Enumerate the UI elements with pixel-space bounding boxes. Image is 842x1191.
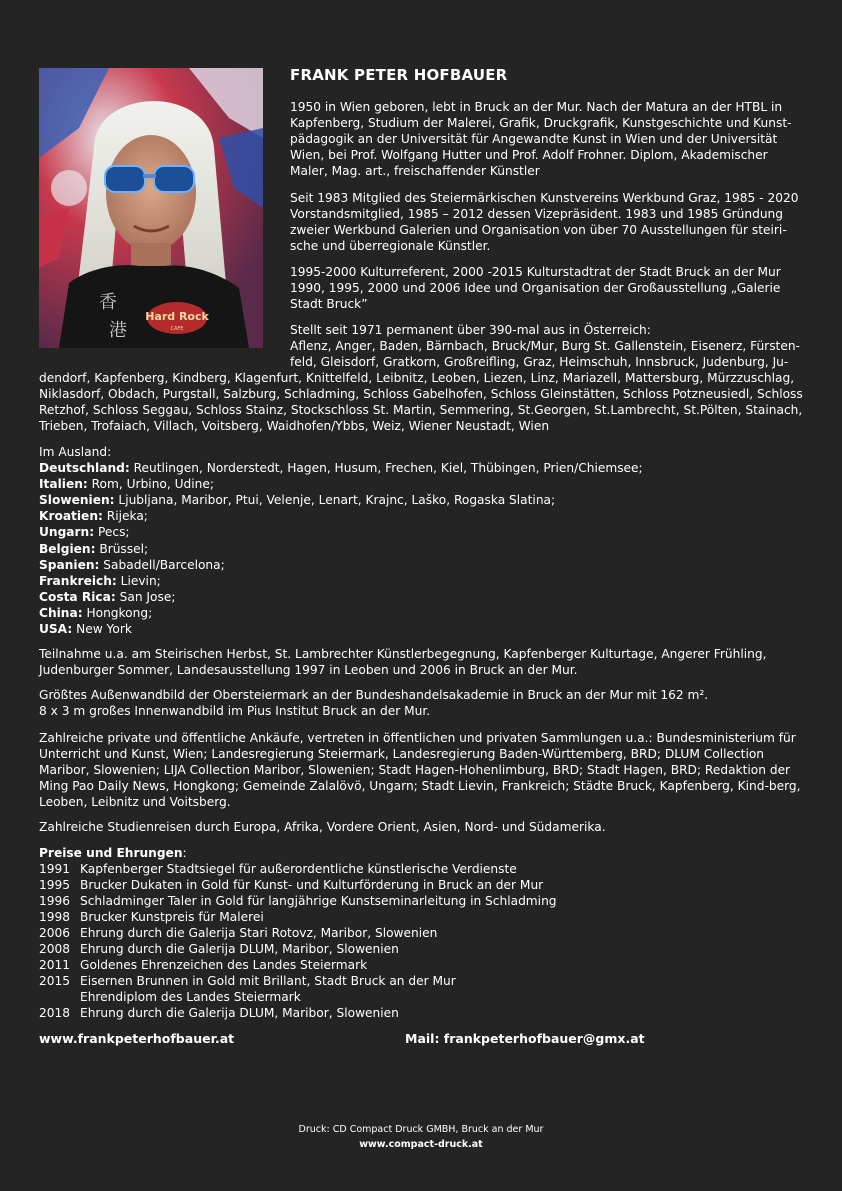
abroad-country-places: Rom, Urbino, Udine; [87, 477, 214, 492]
werkbund-paragraph: Seit 1983 Mitglied des Steiermärkischen Kunstvereins Werkbund Graz, 1985 - 2020 Vorstandsmitglied, 1985 – 2012 dessen Vizepräsident. 1983 und 1985 Gründung zweier Werkbund Galerien und Organisation von über 70 Ausstellungen für steiri-sche und überregionale Künstler. [290, 191, 799, 254]
award-row [39, 1005, 805, 1021]
bio-paragraph: 1950 in Wien geboren, lebt in Bruck an der Mur. Nach der Matura an der HTBL in Kapfenberg, Studium der Malerei, Grafik, Druckgrafik, Kunstgeschichte und Kunst-pädagogik an der Universität für Angewandte Kunst in Wien und der Universität Wien, bei Prof. Wolfgang Hutter und Prof. Adolf Frohner. Diplom, Akademischer Maler, Mag. art., freischaffender Künstler [290, 100, 792, 179]
abroad-country-name: Belgien: [39, 541, 96, 556]
abroad-country-name: Italien: [39, 477, 88, 492]
award-text: Ehrung durch die Galerija DLUM, Maribor, Slowenien [80, 942, 399, 957]
award-row [39, 861, 805, 877]
award-text: Ehrung durch die Galerija DLUM, Maribor, Slowenien [80, 1006, 399, 1021]
abroad-country-name: Spanien: [39, 557, 100, 572]
abroad-country-places: Sabadell/Barcelona; [99, 557, 225, 572]
svg-text:香: 香 [99, 292, 117, 313]
abroad-country-line [39, 541, 805, 557]
mural-outdoor-text: Größtes Außenwandbild der Obersteiermark an der Bundeshandelsakademie in Bruck an der Mur mit 162 m². [39, 688, 709, 702]
award-text: Ehrendiplom des Landes Steiermark [80, 990, 301, 1005]
shirt-logo-text: Hard Rock [145, 310, 209, 323]
abroad-country-places: Reutlingen, Norderstedt, Hagen, Husum, Frechen, Kiel, Thübingen, Prien/Chiemsee; [129, 461, 643, 476]
abroad-country-line [39, 557, 805, 573]
award-year: 2011 [39, 958, 71, 973]
printer-credit: Druck: CD Compact Druck GMBH, Bruck an der Mur [298, 1124, 544, 1135]
abroad-country-name: Kroatien: [39, 509, 103, 524]
abroad-section [39, 444, 805, 637]
abroad-country-places: Pecs; [94, 525, 130, 540]
exhibitions-intro: Stellt seit 1971 permanent über 390-mal aus in Österreich: [290, 323, 651, 337]
award-year: 1996 [39, 894, 71, 909]
abroad-country-line [39, 573, 805, 589]
award-year: 1998 [39, 910, 71, 925]
abroad-country-line [39, 524, 805, 540]
award-row [39, 925, 805, 941]
abroad-country-line [39, 492, 805, 508]
abroad-country-places: Lievin; [116, 573, 161, 588]
abroad-country-name: Frankreich: [39, 573, 117, 588]
award-row [39, 957, 805, 973]
abroad-country-places: New York [72, 622, 132, 637]
award-text: Brucker Kunstpreis für Malerei [80, 910, 264, 925]
participation-paragraph: Teilnahme u.a. am Steirischen Herbst, St. Lambrechter Künstlerbegegnung, Kapfenberger Kulturtage, Angerer Frühling, Judenburger Sommer, Landesausstellung 1997 in Leoben und 2006 in Bruck an der Mur. [39, 647, 767, 678]
award-text: Goldenes Ehrenzeichen des Landes Steiermark [80, 958, 368, 973]
awards-section [39, 845, 805, 1021]
abroad-country-name: Costa Rica: [39, 589, 116, 604]
abroad-country-places: Brüssel; [95, 541, 149, 556]
mail-link[interactable]: Mail: frankpeterhofbauer@gmx.at [405, 1031, 645, 1046]
award-row [39, 893, 805, 909]
award-row [39, 989, 805, 1005]
award-text: Brucker Dukaten in Gold für Kunst- und Kulturförderung in Bruck an der Mur [80, 878, 544, 893]
awards-heading-label: Preise und Ehrungen [39, 846, 183, 860]
abroad-country-line [39, 508, 805, 524]
collections-paragraph: Zahlreiche private und öffentliche Ankäufe, vertreten in öffentlichen und privaten Sammlungen u.a.: Bundesministerium für Unterricht und Kunst, Wien; Landesregierung Steiermark, Landesregierung Baden-Württemberg, BRD; DLUM Collection Maribor, Slowenien; LIJA Collection Maribor, Slowenien; Stadt Hagen-Hohenlimburg, BRD; Stadt Hagen, BRD; Redaktion der Ming Pao Daily News, Hongkong; Gemeinde Zalalövö, Ungarn; Stadt Lievin, Frankreich; Städte Bruck, Kapfenberg, Kind-berg, Leoben, Leibnitz und Voitsberg. [39, 731, 801, 810]
awards-list [39, 861, 805, 1021]
kultur-paragraph: 1995-2000 Kulturreferent, 2000 -2015 Kulturstadtrat der Stadt Bruck an der Mur 1990, 1995, 2000 und 2006 Idee und Organisation der Großausstellung „Galerie Stadt Bruck” [290, 265, 781, 312]
award-year: 2008 [39, 942, 71, 957]
shirt-logo-subtext: CAFE [170, 326, 184, 332]
award-year: 2006 [39, 926, 71, 941]
abroad-country-line [39, 460, 805, 476]
website-link[interactable]: www.frankpeterhofbauer.at [39, 1031, 235, 1046]
abroad-country-places: Rijeka; [102, 509, 148, 524]
mural-indoor-text: 8 x 3 m großes Innenwandbild im Pius Institut Bruck an der Mur. [39, 704, 431, 719]
abroad-country-name: Ungarn: [39, 525, 95, 540]
abroad-country-line [39, 476, 805, 492]
page-title: FRANK PETER HOFBAUER [290, 66, 508, 84]
award-text: Eisernen Brunnen in Gold mit Brillant, Stadt Bruck an der Mur [80, 974, 456, 989]
svg-text:港: 港 [109, 320, 127, 341]
mural-paragraph [39, 687, 805, 719]
abroad-heading: Im Ausland: [39, 445, 112, 459]
award-row [39, 877, 805, 893]
exhibitions-austria-list: dendorf, Kapfenberg, Kindberg, Klagenfurt, Knittelfeld, Leibnitz, Leoben, Liezen, Linz, Mariazell, Mattersburg, Mürzzuschlag, Niklasdorf, Obdach, Purgstall, Salzburg, Schladming, Schloss Gabelhofen, Schloss Gleinstätten, Schloss Potzneusiedl, Schloss Retzhof, Schloss Seggau, Schloss Stainz, Stockschloss St. Martin, Semmering, St.Georgen, St.Lambrecht, St.Pölten, Stainach, Trieben, Trofaiach, Villach, Voitsberg, Waidhofen/Ybbs, Weiz, Wiener Neustadt, Wien [39, 371, 803, 434]
artist-portrait-photo [39, 68, 263, 348]
award-year: 2018 [39, 1006, 71, 1021]
award-year: 1991 [39, 862, 71, 877]
award-year: 2015 [39, 974, 71, 989]
abroad-country-places: Hongkong; [82, 605, 153, 620]
abroad-country-name: Slowenien: [39, 493, 115, 508]
abroad-country-line [39, 605, 805, 621]
award-text: Schladminger Taler in Gold für langjährige Kunstseminarleitung in Schladming [80, 894, 557, 909]
abroad-country-name: USA: [39, 622, 73, 637]
exhibitions-austria-list-top: Aflenz, Anger, Baden, Bärnbach, Bruck/Mur, Burg St. Gallenstein, Eisenerz, Fürsten-feld, Gleisdorf, Gratkorn, Großreifling, Graz, Heimschuh, Innsbruck, Judenburg, Ju- [290, 339, 800, 370]
printer-website[interactable]: www.compact-druck.at [359, 1139, 483, 1150]
award-row [39, 973, 805, 989]
award-text: Ehrung durch die Galerija Stari Rotovz, Maribor, Slowenien [80, 926, 438, 941]
abroad-country-name: China: [39, 605, 83, 620]
abroad-country-name: Deutschland: [39, 461, 130, 476]
abroad-country-line [39, 589, 805, 605]
award-year: 1995 [39, 878, 71, 893]
award-text: Kapfenberger Stadtsiegel für außerordentliche künstlerische Verdienste [80, 862, 517, 877]
award-row [39, 941, 805, 957]
travels-paragraph: Zahlreiche Studienreisen durch Europa, Afrika, Vordere Orient, Asien, Nord- und Südamerika. [39, 820, 606, 834]
award-row [39, 909, 805, 925]
awards-heading [39, 845, 805, 861]
abroad-country-places: San Jose; [115, 589, 176, 604]
awards-heading-colon: : [182, 846, 187, 860]
abroad-country-line [39, 621, 805, 637]
abroad-country-places: Ljubljana, Maribor, Ptui, Velenje, Lenart, Krajnc, Laško, Rogaska Slatina; [114, 493, 556, 508]
abroad-list [39, 460, 805, 637]
